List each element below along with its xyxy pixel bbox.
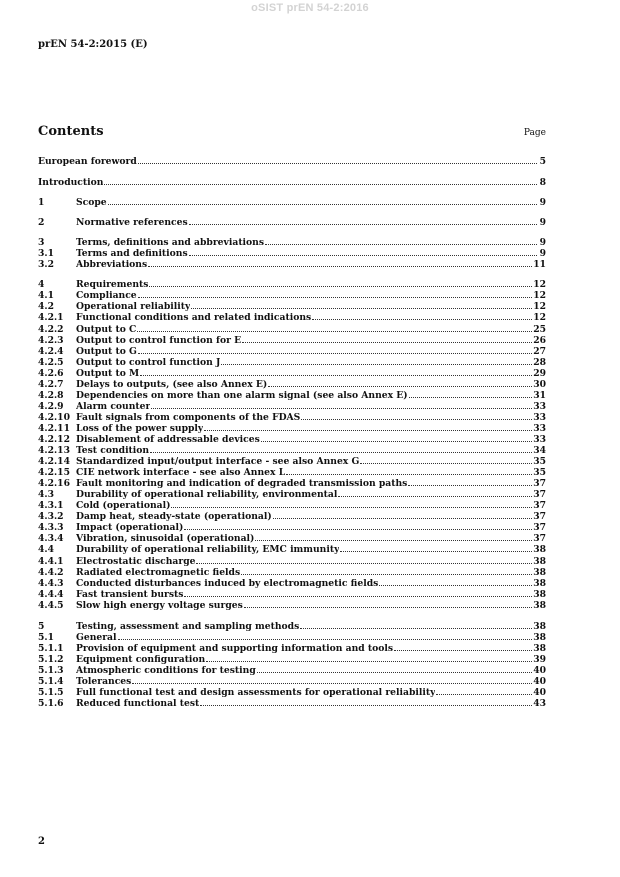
- toc-entry-page: 9: [539, 217, 546, 229]
- toc-entry-title: Introduction: [38, 177, 104, 189]
- toc-entry-title: Disablement of addressable devices: [76, 433, 260, 445]
- toc-dot-leader: [340, 551, 532, 552]
- toc-entry-page: 40: [533, 687, 546, 699]
- toc-entry-number: 4.2.3: [38, 334, 64, 346]
- toc-entry-title: Vibration, sinusoidal (operational): [76, 533, 255, 545]
- toc-dot-leader: [189, 255, 537, 256]
- toc-entry-number: 4.2.8: [38, 389, 64, 401]
- toc-entry-page: 37: [533, 478, 546, 490]
- watermark: oSIST prEN 54-2:2016: [251, 2, 369, 14]
- toc-dot-leader: [137, 331, 532, 332]
- toc-entry[interactable]: [38, 156, 546, 167]
- toc-entry[interactable]: [38, 368, 546, 379]
- toc-entry-title: Normative references: [76, 217, 188, 229]
- toc-entry-number: 5.1.6: [38, 698, 64, 710]
- toc-dot-leader: [241, 574, 532, 575]
- toc-entry-number: 5.1.1: [38, 642, 64, 654]
- toc-entry-title: Output to C: [76, 323, 137, 335]
- toc-entry[interactable]: [38, 556, 546, 567]
- contents-heading: Contents: [38, 124, 104, 139]
- toc-dot-leader: [286, 474, 532, 475]
- toc-dot-leader: [338, 496, 532, 497]
- toc-entry[interactable]: [38, 654, 546, 665]
- toc-entry-page: 37: [533, 500, 546, 512]
- toc-entry-title: Durability of operational reliability, environmental: [76, 489, 338, 501]
- toc-entry-number: 4.3.1: [38, 500, 64, 512]
- toc-entry-title: Impact (operational): [76, 522, 184, 534]
- toc-entry[interactable]: [38, 177, 546, 188]
- toc-dot-leader: [242, 342, 532, 343]
- toc-dot-leader: [257, 672, 532, 673]
- toc-entry[interactable]: [38, 379, 546, 390]
- toc-dot-leader: [301, 419, 532, 420]
- toc-entry-title: Terms and definitions: [76, 248, 188, 260]
- toc-dot-leader: [132, 683, 532, 684]
- toc-entry-page: 33: [533, 411, 546, 423]
- toc-entry-title: Fault signals from components of the FDAS: [76, 411, 301, 423]
- toc-dot-leader: [244, 607, 532, 608]
- toc-entry-page: 9: [539, 237, 546, 249]
- toc-entry-page: 12: [533, 290, 546, 302]
- toc-entry[interactable]: [38, 324, 546, 335]
- toc-entry[interactable]: [38, 312, 546, 323]
- toc-entry-number: 5.1: [38, 631, 54, 643]
- toc-entry-title: Compliance: [76, 290, 137, 302]
- toc-entry-number: 4.3: [38, 489, 54, 501]
- toc-entry-number: 4.2: [38, 301, 54, 313]
- toc-entry-title: Slow high energy voltage surges: [76, 599, 243, 611]
- toc-entry-page: 12: [533, 312, 546, 324]
- table-of-contents: [38, 156, 546, 709]
- toc-dot-leader: [436, 694, 532, 695]
- toc-entry[interactable]: [38, 248, 546, 259]
- toc-entry[interactable]: [38, 456, 546, 467]
- toc-entry-page: 34: [533, 445, 546, 457]
- toc-entry[interactable]: [38, 676, 546, 687]
- toc-entry-page: 28: [533, 356, 546, 368]
- toc-dot-leader: [409, 397, 533, 398]
- toc-entry[interactable]: [38, 478, 546, 489]
- toc-entry-title: Output to control function J: [76, 356, 221, 368]
- toc-entry[interactable]: [38, 197, 546, 208]
- toc-entry[interactable]: [38, 544, 546, 555]
- toc-entry-number: 4.2.4: [38, 345, 64, 357]
- toc-entry-page: 38: [533, 599, 546, 611]
- toc-entry-page: 38: [533, 566, 546, 578]
- toc-dot-leader: [191, 308, 532, 309]
- toc-entry[interactable]: [38, 665, 546, 676]
- toc-entry-title: Conducted disturbances induced by electromagnetic fields: [76, 577, 379, 589]
- toc-entry-page: 38: [533, 620, 546, 632]
- toc-dot-leader: [138, 297, 533, 298]
- toc-dot-leader: [149, 286, 532, 287]
- toc-dot-leader: [394, 650, 532, 651]
- toc-dot-leader: [138, 353, 532, 354]
- toc-entry-number: 1: [38, 197, 45, 209]
- toc-entry-title: European foreword: [38, 156, 137, 167]
- toc-dot-leader: [300, 628, 532, 629]
- toc-dot-leader: [408, 485, 532, 486]
- toc-dot-leader: [108, 204, 537, 205]
- toc-entry-title: Damp heat, steady-state (operational): [76, 511, 272, 523]
- toc-entry-title: Reduced functional test: [76, 698, 200, 710]
- toc-entry-number: 4.3.4: [38, 533, 64, 545]
- toc-entry-page: 38: [533, 588, 546, 600]
- toc-entry-number: 4.3.2: [38, 511, 64, 523]
- toc-entry-number: 4.2.13: [38, 445, 70, 457]
- toc-entry-title: Electrostatic discharge: [76, 555, 196, 567]
- toc-entry-title: Output to G: [76, 345, 137, 357]
- toc-dot-leader: [151, 408, 532, 409]
- toc-entry-title: Full functional test and design assessments for operational reliability: [76, 687, 436, 699]
- toc-dot-leader: [118, 639, 533, 640]
- toc-entry[interactable]: [38, 467, 546, 478]
- toc-entry-number: 4.2.15: [38, 467, 70, 479]
- toc-entry-title: Fault monitoring and indication of degraded transmission paths: [76, 478, 408, 490]
- toc-entry[interactable]: [38, 522, 546, 533]
- toc-entry[interactable]: [38, 217, 546, 228]
- toc-dot-leader: [268, 386, 532, 387]
- document-id: prEN 54-2:2015 (E): [38, 39, 148, 50]
- toc-entry[interactable]: [38, 589, 546, 600]
- toc-entry-number: 4: [38, 279, 45, 291]
- toc-entry[interactable]: [38, 632, 546, 643]
- toc-entry-title: Standardized input/output interface - see also Annex G: [76, 456, 360, 468]
- toc-entry[interactable]: [38, 621, 546, 632]
- toc-dot-leader: [196, 563, 532, 564]
- toc-entry-title: Output to M: [76, 367, 140, 379]
- toc-entry-number: 4.4.4: [38, 588, 64, 600]
- toc-entry[interactable]: [38, 290, 546, 301]
- toc-entry-page: 30: [533, 378, 546, 390]
- toc-entry-number: 4.4: [38, 544, 54, 556]
- toc-entry-title: Terms, definitions and abbreviations: [76, 237, 265, 249]
- toc-entry[interactable]: [38, 237, 546, 248]
- toc-entry-page: 38: [533, 577, 546, 589]
- toc-entry[interactable]: [38, 390, 546, 401]
- toc-entry[interactable]: [38, 412, 546, 423]
- toc-dot-leader: [273, 518, 533, 519]
- toc-entry[interactable]: [38, 600, 546, 611]
- toc-entry[interactable]: [38, 259, 546, 270]
- toc-dot-leader: [206, 661, 532, 662]
- page-number: 2: [38, 836, 45, 847]
- toc-entry-page: 38: [533, 631, 546, 643]
- toc-entry-title: Operational reliability: [76, 301, 191, 313]
- toc-entry-page: 27: [533, 345, 546, 357]
- toc-entry-number: 4.4.2: [38, 566, 64, 578]
- toc-entry-number: 5.1.3: [38, 664, 64, 676]
- toc-entry-title: Fast transient bursts: [76, 588, 184, 600]
- toc-entry-page: 9: [539, 197, 546, 209]
- toc-dot-leader: [140, 375, 532, 376]
- toc-entry-page: 33: [533, 433, 546, 445]
- toc-entry-page: 9: [539, 248, 546, 260]
- toc-entry-title: Tolerances: [76, 675, 132, 687]
- toc-entry-title: Cold (operational): [76, 500, 171, 512]
- toc-dot-leader: [261, 441, 532, 442]
- toc-entry-number: 4.2.10: [38, 411, 70, 423]
- toc-entry-page: 8: [539, 177, 546, 189]
- toc-entry[interactable]: [38, 434, 546, 445]
- toc-dot-leader: [360, 463, 532, 464]
- toc-entry[interactable]: [38, 301, 546, 312]
- toc-entry[interactable]: [38, 500, 546, 511]
- toc-entry-number: 4.3.3: [38, 522, 64, 534]
- toc-entry-title: Scope: [76, 197, 107, 209]
- toc-entry-page: 35: [533, 467, 546, 479]
- toc-entry-title: Requirements: [76, 279, 149, 291]
- toc-dot-leader: [265, 244, 537, 245]
- toc-entry-number: 4.4.3: [38, 577, 64, 589]
- toc-entry-number: 4.2.7: [38, 378, 64, 390]
- toc-entry[interactable]: [38, 511, 546, 522]
- toc-entry-page: 38: [533, 544, 546, 556]
- toc-entry-number: 4.2.1: [38, 312, 64, 324]
- toc-dot-leader: [379, 585, 532, 586]
- toc-entry-number: 4.2.14: [38, 456, 70, 468]
- toc-entry-page: 35: [533, 456, 546, 468]
- toc-entry-page: 37: [533, 522, 546, 534]
- page-column-label: Page: [523, 128, 546, 138]
- toc-entry-title: Delays to outputs, (see also Annex E): [76, 378, 268, 390]
- toc-entry-page: 31: [533, 389, 546, 401]
- toc-dot-leader: [184, 529, 532, 530]
- toc-entry-number: 3.1: [38, 248, 54, 260]
- toc-entry-page: 33: [533, 400, 546, 412]
- toc-dot-leader: [150, 452, 532, 453]
- toc-entry[interactable]: [38, 643, 546, 654]
- toc-entry-title: Test condition: [76, 445, 150, 457]
- toc-entry-page: 12: [533, 301, 546, 313]
- toc-entry-title: Provision of equipment and supporting information and tools: [76, 642, 394, 654]
- toc-entry[interactable]: [38, 533, 546, 544]
- toc-entry[interactable]: [38, 489, 546, 500]
- toc-entry-page: 25: [533, 323, 546, 335]
- toc-entry-number: 5.1.2: [38, 653, 64, 665]
- toc-entry-number: 2: [38, 217, 45, 229]
- toc-entry-number: 4.2.11: [38, 422, 70, 434]
- toc-entry-title: Atmospheric conditions for testing: [76, 664, 256, 676]
- toc-entry-title: Durability of operational reliability, EMC immunity: [76, 544, 340, 556]
- toc-dot-leader: [184, 596, 532, 597]
- toc-entry-title: Functional conditions and related indications: [76, 312, 312, 324]
- toc-entry-page: 38: [533, 642, 546, 654]
- toc-entry-title: Output to control function for E: [76, 334, 242, 346]
- toc-entry-number: 4.2.12: [38, 433, 70, 445]
- toc-entry[interactable]: [38, 423, 546, 434]
- toc-entry[interactable]: [38, 346, 546, 357]
- toc-entry[interactable]: [38, 401, 546, 412]
- toc-entry-title: Loss of the power supply: [76, 422, 204, 434]
- toc-entry-page: 40: [533, 664, 546, 676]
- toc-entry[interactable]: [38, 357, 546, 368]
- toc-entry-page: 39: [533, 653, 546, 665]
- toc-entry-number: 4.1: [38, 290, 54, 302]
- toc-entry-page: 29: [533, 367, 546, 379]
- toc-entry-page: 43: [533, 698, 546, 710]
- toc-entry-page: 40: [533, 675, 546, 687]
- toc-dot-leader: [104, 184, 537, 185]
- toc-entry-number: 4.4.1: [38, 555, 64, 567]
- toc-entry-number: 5: [38, 620, 45, 632]
- toc-entry-number: 4.2.5: [38, 356, 64, 368]
- toc-dot-leader: [148, 266, 532, 267]
- toc-entry-number: 4.4.5: [38, 599, 64, 611]
- toc-entry-page: 37: [533, 533, 546, 545]
- toc-entry-number: 4.2.2: [38, 323, 64, 335]
- toc-dot-leader: [138, 163, 537, 164]
- toc-entry-page: 37: [533, 511, 546, 523]
- toc-entry-title: CIE network interface - see also Annex L: [76, 467, 286, 479]
- toc-entry-title: Dependencies on more than one alarm signal (see also Annex E): [76, 389, 408, 401]
- toc-entry[interactable]: [38, 567, 546, 578]
- toc-dot-leader: [312, 319, 532, 320]
- toc-entry[interactable]: [38, 698, 546, 709]
- toc-entry-title: Abbreviations: [76, 259, 148, 271]
- toc-entry-number: 5.1.4: [38, 675, 64, 687]
- toc-entry-page: 5: [539, 156, 546, 167]
- toc-entry-title: General: [76, 631, 117, 643]
- toc-entry-page: 37: [533, 489, 546, 501]
- toc-dot-leader: [255, 540, 532, 541]
- toc-dot-leader: [204, 430, 532, 431]
- toc-dot-leader: [221, 364, 532, 365]
- toc-entry[interactable]: [38, 335, 546, 346]
- toc-entry-number: 4.2.9: [38, 400, 64, 412]
- toc-entry[interactable]: [38, 687, 546, 698]
- toc-entry-title: Equipment configuration: [76, 653, 206, 665]
- toc-dot-leader: [171, 507, 532, 508]
- toc-entry[interactable]: [38, 578, 546, 589]
- toc-entry[interactable]: [38, 279, 546, 290]
- toc-entry-title: Radiated electromagnetic fields: [76, 566, 241, 578]
- toc-entry-number: 4.2.6: [38, 367, 64, 379]
- toc-entry-title: Alarm counter: [76, 400, 151, 412]
- toc-entry-number: 3.2: [38, 259, 54, 271]
- toc-entry-number: 5.1.5: [38, 687, 64, 699]
- toc-entry[interactable]: [38, 445, 546, 456]
- toc-entry-page: 12: [533, 279, 546, 291]
- toc-entry-number: 3: [38, 237, 45, 249]
- toc-entry-page: 38: [533, 555, 546, 567]
- toc-dot-leader: [200, 705, 532, 706]
- toc-entry-page: 33: [533, 422, 546, 434]
- toc-entry-page: 11: [533, 259, 546, 271]
- toc-entry-number: 4.2.16: [38, 478, 70, 490]
- toc-entry-title: Testing, assessment and sampling methods: [76, 620, 300, 632]
- toc-entry-page: 26: [533, 334, 546, 346]
- toc-dot-leader: [189, 224, 537, 225]
